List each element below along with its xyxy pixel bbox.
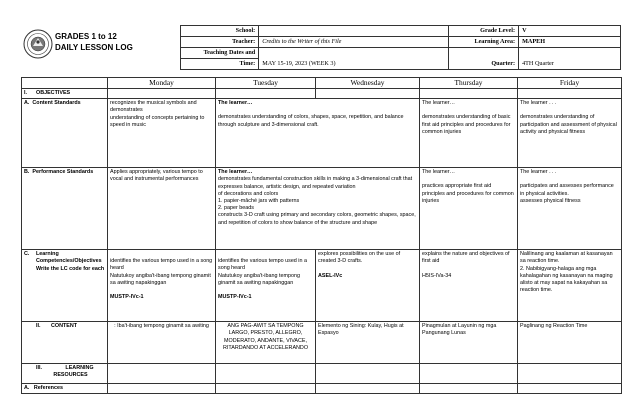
- content-mon: : Iba't-ibang tempong ginamit sa awiting: [108, 322, 216, 364]
- content-tue: ANG PAG-AWIT SA TEMPONG LARGO, PRESTO, ALLEGRO, MODERATO, ANDANTE, VIVACE, RITARDANDO AT ACCELERANDO: [216, 322, 316, 364]
- content-standards-thu-title: The learner…: [422, 100, 455, 107]
- cell: [108, 89, 216, 99]
- performance-standards-row: [22, 168, 622, 250]
- performance-standards-thu-title: The learner…: [422, 169, 455, 176]
- day-thursday: Thursday: [420, 78, 518, 89]
- objectives-label: OBJECTIVES: [36, 90, 71, 96]
- cell: [316, 364, 420, 384]
- teaching-dates-label-2: Time:: [181, 59, 259, 70]
- cell: [518, 89, 622, 99]
- competencies-tue-code: MUSTP-IVc-1: [218, 294, 252, 301]
- competencies-mon-code: MUSTP-IVc-1: [110, 294, 144, 301]
- performance-standards-tue: [216, 168, 420, 250]
- competencies-mon-text: identifies the various tempo used in a song heard Natutukoy angiba't-ibang tempong ginamit sa awiting napakinggan: [110, 258, 213, 286]
- quarter-value: 4TH Quarter: [519, 48, 621, 70]
- performance-standards-tue-title: The learner…: [218, 169, 253, 176]
- competencies-tue-text: identifies the various tempo used in a song heard Natutukoy angiba't-ibang tempong ginamit sa awiting napakinggan: [218, 258, 307, 286]
- cell: [420, 364, 518, 384]
- content-standards-tue-title: The learner…: [218, 100, 253, 107]
- cell: [216, 384, 316, 394]
- performance-standards-mon: Applies appropriately, various tempo to vocal and instrumental performances: [108, 168, 216, 250]
- competencies-label: Learning Competencies/Objectives Write the LC code for each: [36, 251, 105, 272]
- content-standards-tue-text: demonstrates understanding of colors, shapes, space, repetition, and balance through sculpture and 3-dimensional craft.: [218, 114, 404, 128]
- cell: [216, 89, 316, 99]
- learning-area-label: Learning Area:: [449, 37, 519, 48]
- teaching-dates-value: MAY 15-19, 2023 (WEEK 3): [259, 48, 449, 70]
- competencies-thu-text: explains the nature and objectives of first aid: [422, 251, 510, 265]
- grade-level-value: V: [519, 26, 621, 37]
- content-label: CONTENT: [50, 323, 78, 330]
- content-standards-tue: [216, 99, 420, 168]
- day-tuesday: Tuesday: [216, 78, 316, 89]
- performance-standards-fri: [518, 168, 622, 250]
- content-standards-mon: recognizes the musical symbols and demonstrates understanding of concepts pertaining to speed in music: [108, 99, 216, 168]
- cell: [108, 364, 216, 384]
- competencies-wed: [316, 250, 420, 322]
- teaching-dates-label-1: Teaching Dates and: [181, 48, 259, 59]
- content-num: II.: [36, 323, 41, 330]
- performance-standards-label: Performance Standards: [32, 169, 94, 176]
- performance-standards-thu: [420, 168, 518, 250]
- competencies-fri: Nalilinang ang kaalaman at kasanayan sa reaction time. 2. Nabibigyang-halaga ang mga kahalagahan ng kasanayan na maging alisto at may sapat na kakayahan sa reaction time.: [518, 250, 622, 322]
- content-standards-thu-text: demonstrates understanding of basic first aid principles and procedures for common injuries: [422, 114, 511, 135]
- cell: [518, 384, 622, 394]
- performance-standards-fri-text: participates and assesses performance in physical activities. assesses physical fitness: [520, 183, 614, 204]
- performance-standards-fri-title: The learner . . .: [520, 169, 557, 176]
- objectives-heading: [22, 89, 108, 99]
- competencies-tue: [216, 250, 316, 322]
- references-heading: [22, 384, 108, 394]
- resources-num: III.: [36, 365, 42, 372]
- cell: [216, 364, 316, 384]
- competencies-thu: [420, 250, 518, 322]
- content-standards-thu: [420, 99, 518, 168]
- cell: [420, 384, 518, 394]
- brand-line-1: GRADES 1 to 12: [55, 32, 117, 41]
- day-wednesday: Wednesday: [316, 78, 420, 89]
- cell: [108, 384, 216, 394]
- performance-standards-tue-text: demonstrates fundamental construction skills in making a 3-dimensional craft that expresses balance, artistic design, and repeated variation of decorations and colors 1. papier-mâché jars with patterns 2. paper beads constructs 3-D craft using primary and secondary colors, geometric shapes, space, and repetition of colors to show balance of the structure and shape: [218, 176, 416, 226]
- school-value: [259, 26, 449, 37]
- resources-label: LEARNING RESOURCES: [53, 365, 94, 379]
- references-num: A.: [24, 385, 30, 392]
- resources-row: [22, 364, 622, 384]
- teacher-value: Credits to the Writer of this File: [259, 37, 449, 48]
- content-standards-heading: [22, 99, 108, 168]
- content-standards-fri-text: demonstrates understanding of participation and assessment of physical activity and physical fitness: [520, 114, 617, 135]
- corner-cell: [22, 78, 108, 89]
- teacher-label: Teacher:: [181, 37, 259, 48]
- content-heading: [22, 322, 108, 364]
- header-table: [21, 25, 621, 70]
- logo-spacer: [21, 26, 181, 70]
- cell: [420, 89, 518, 99]
- objectives-row: [22, 89, 622, 99]
- grade-level-label: Grade Level:: [449, 26, 519, 37]
- content-standards-row: [22, 99, 622, 168]
- learning-area-value: MAPEH: [519, 37, 621, 48]
- references-row: [22, 384, 622, 394]
- day-monday: Monday: [108, 78, 216, 89]
- content-row: [22, 322, 622, 364]
- lesson-log-table: [21, 77, 622, 394]
- content-standards-num: A.: [24, 100, 30, 107]
- competencies-thu-code: H5IS-IVa-34: [422, 272, 452, 279]
- cell: [316, 384, 420, 394]
- performance-standards-heading: [22, 168, 108, 250]
- content-fri: Paglinang ng Reaction Time: [518, 322, 622, 364]
- performance-standards-thu-text: practices appropriate first aid principles and procedures for common injuries: [422, 183, 514, 204]
- content-wed: Elemento ng Sining: Kulay, Hugis at Espasyo: [316, 322, 420, 364]
- school-label: School:: [181, 26, 259, 37]
- days-header-row: [22, 78, 622, 89]
- content-standards-fri: [518, 99, 622, 168]
- content-standards-label: Content Standards: [32, 100, 81, 107]
- performance-standards-num: B.: [24, 169, 30, 176]
- competencies-num: C.: [24, 251, 30, 258]
- cell: [518, 364, 622, 384]
- day-friday: Friday: [518, 78, 622, 89]
- competencies-heading: [22, 250, 108, 322]
- content-standards-fri-title: The learner . . .: [520, 100, 557, 107]
- quarter-label: Quarter:: [449, 48, 519, 70]
- competencies-wed-code: ASEL-IVc: [318, 272, 343, 279]
- brand-line-2: DAILY LESSON LOG: [55, 43, 133, 52]
- resources-heading: [22, 364, 108, 384]
- content-thu: Pinagmulan at Layunin ng mga Pangunang Lunas: [420, 322, 518, 364]
- competencies-wed-text: explores possibilities on the use of created 3-D crafts.: [318, 251, 401, 265]
- cell: [316, 89, 420, 99]
- competencies-row: [22, 250, 622, 322]
- objectives-num: I.: [24, 90, 27, 96]
- competencies-mon: [108, 250, 216, 322]
- references-label: References: [33, 385, 63, 392]
